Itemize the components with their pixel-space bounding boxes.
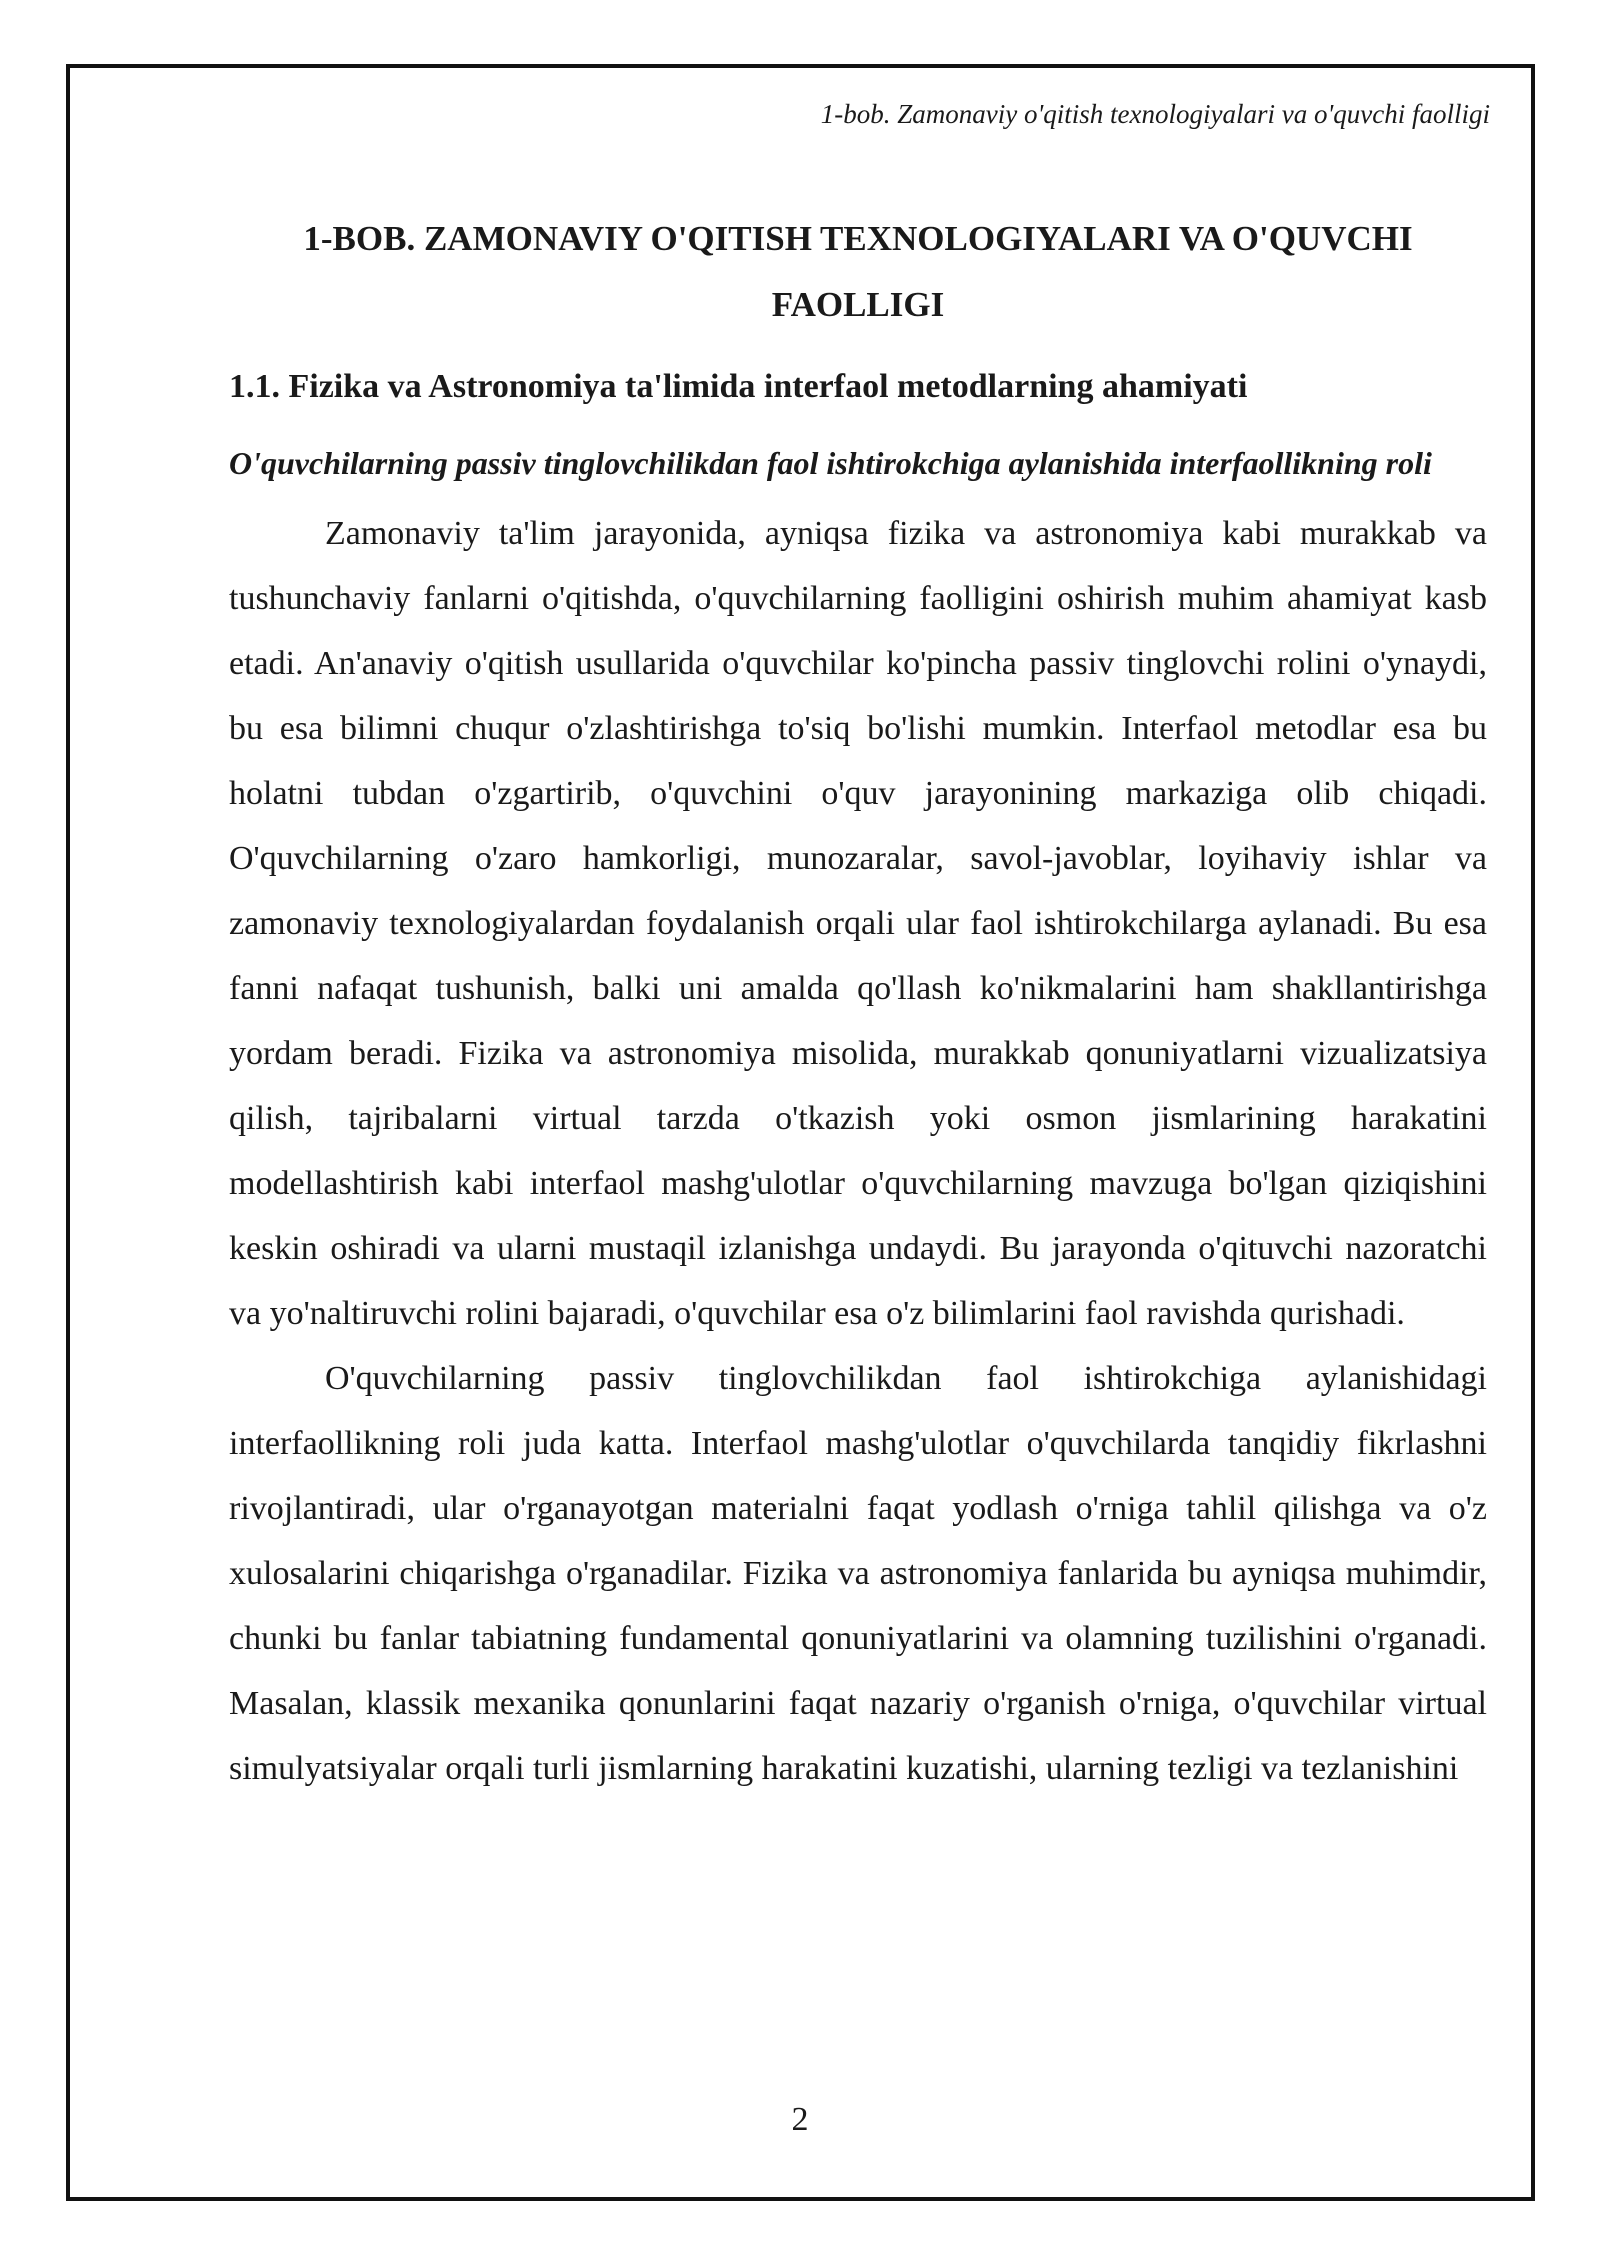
chapter-title: 1-BOB. ZAMONAVIY O'QITISH TEXNOLOGIYALARI VA O'QUVCHI FAOLLIGI bbox=[303, 219, 1413, 324]
body-paragraph: O'quvchilarning passiv tinglovchilikdan faol ishtirokchiga aylanishidagi interfaollikning roli juda katta. Interfaol mashg'ulotlar o'quvchilarda tanqidiy fikrlashni rivojlantiradi, ular o'rganayotgan materialni faqat yodlash o'rniga tahlil qilishga va o'z xulosalarini chiqarishga o'rganadilar. Fizika va astronomiya fanlarida bu ayniqsa muhimdir, chunki bu fanlar tabiatning fundamental qonuniyatlarini va olamning tuzilishini o'rganadi. Masalan, klassik mexanika qonunlarini faqat nazariy o'rganish o'rniga, o'quvchilar virtual simulyatsiyalar orqali turli jismlarning harakatini kuzatishi, ularning tezligi va tezlanishini bbox=[229, 1360, 1487, 1787]
subsection-title: O'quvchilarning passiv tinglovchilikdan faol ishtirokchiga aylanishida interfaollikning roli bbox=[229, 445, 1432, 481]
section-title: 1.1. Fizika va Astronomiya ta'limida interfaol metodlarning ahamiyati bbox=[229, 368, 1248, 405]
body-paragraph: Zamonaviy ta'lim jarayonida, ayniqsa fizika va astronomiya kabi murakkab va tushunchaviy fanlarni o'qitishda, o'quvchilarning faolligini oshirish muhim ahamiyat kasb etadi. An'anaviy o'qitish usullarida o'quvchilar ko'pincha passiv tinglovchi rolini o'ynaydi, bu esa bilimni chuqur o'zlashtirishga to'siq bo'lishi mumkin. Interfaol metodlar esa bu holatni tubdan o'zgartirib, o'quvchini o'quv jarayonining markaziga olib chiqadi. O'quvchilarning o'zaro hamkorligi, munozaralar, savol-javoblar, loyihaviy ishlar va zamonaviy texnologiyalardan foydalanish orqali ular faol ishtirokchilarga aylanadi. Bu esa fanni nafaqat tushunish, balki uni amalda qo'llash ko'nikmalarini ham shakllantirishga yordam beradi. Fizika va astronomiya misolida, murakkab qonuniyatlarni vizualizatsiya qilish, tajribalarni virtual tarzda o'tkazish yoki osmon jismlarining harakatini modellashtirish kabi interfaol mashg'ulotlar o'quvchilarning mavzuga bo'lgan qiziqishini keskin oshiradi va ularni mustaqil izlanishga undaydi. Bu jarayonda o'qituvchi nazoratchi va yo'naltiruvchi rolini bajaradi, o'quvchilar esa o'z bilimlarini faol ravishda qurishadi. bbox=[229, 515, 1487, 1332]
page-number: 2 bbox=[791, 2101, 809, 2138]
page-content bbox=[229, 206, 1487, 1801]
running-header: 1-bob. Zamonaviy o'qitish texnologiyalari va o'quvchi faolligi bbox=[820, 99, 1490, 129]
